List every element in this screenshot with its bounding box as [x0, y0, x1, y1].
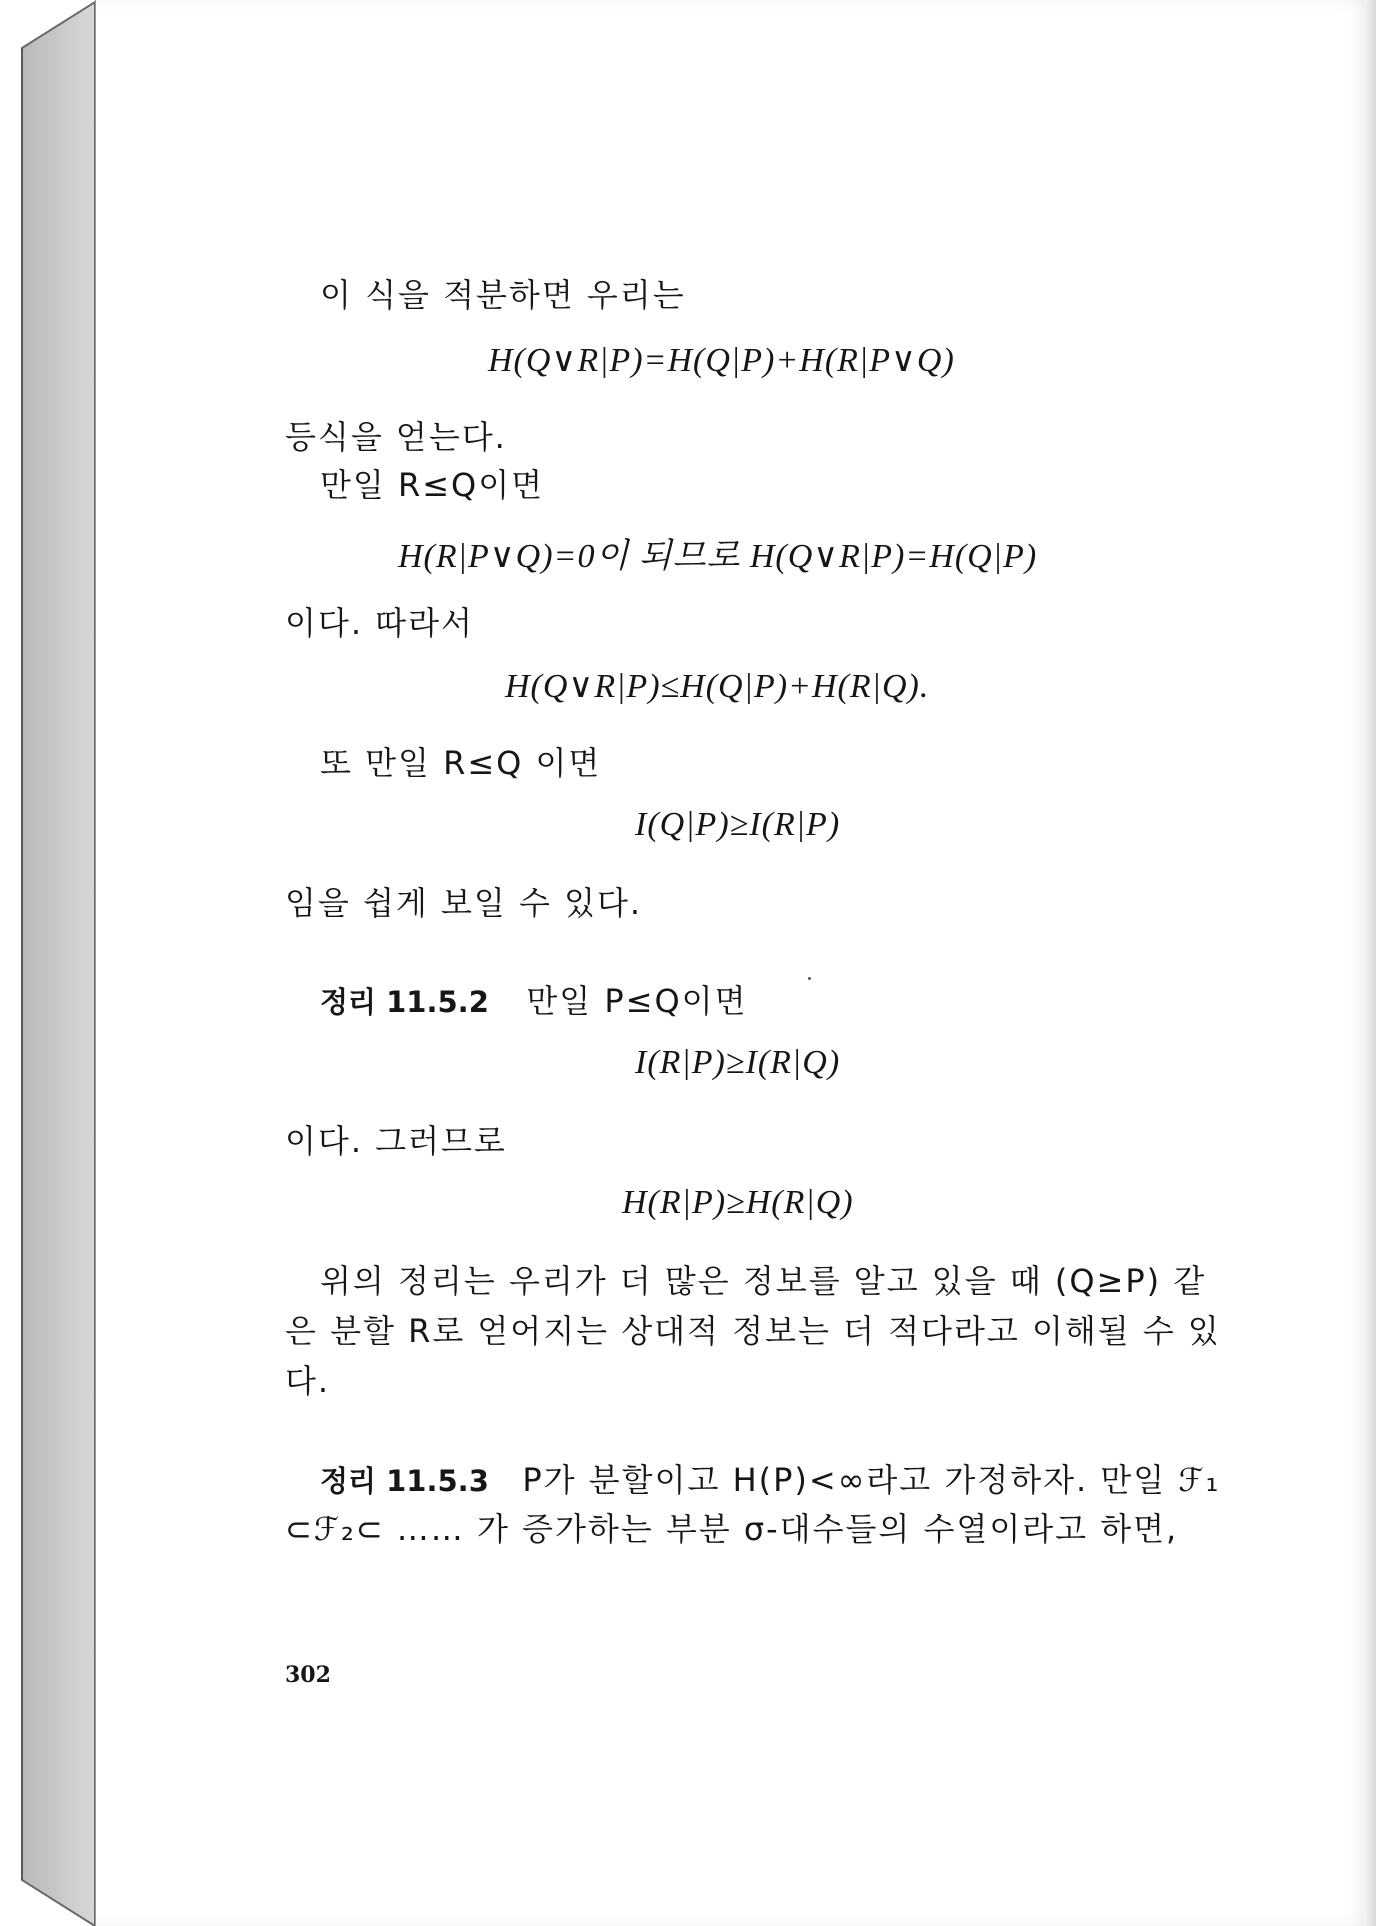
theorem-11-5-3 — [320, 1455, 1220, 1501]
text-line-2: 등식을 얻는다. — [285, 418, 507, 456]
equation-6: H(R|P)≥H(R|Q) — [622, 1184, 854, 1221]
theorem-11-5-2 — [320, 976, 748, 1022]
text-line-1: 이 식을 적분하면 우리는 — [320, 276, 686, 314]
equation-4: I(Q|P)≥I(R|P) — [635, 806, 841, 843]
paragraph-line-3: 다. — [285, 1362, 331, 1400]
paragraph-line-1: 위의 정리는 우리가 더 많은 정보를 알고 있을 때 (Q≥P) 같 — [320, 1262, 1207, 1300]
print-speck — [808, 977, 811, 980]
theorem-text: P가 분할이고 H(P)<∞라고 가정하자. 만일 ℱ₁ — [522, 1461, 1221, 1499]
text-line-3: 만일 R≤Q이면 — [320, 466, 545, 504]
theorem-text-line-2: ⊂ℱ₂⊂ …… 가 증가하는 부분 σ-대수들의 수열이라고 하면, — [285, 1510, 1179, 1548]
equation-5: I(R|P)≥I(R|Q) — [635, 1044, 841, 1081]
book-spine — [0, 0, 100, 1926]
text-line-5: 또 만일 R≤Q 이면 — [320, 744, 602, 782]
equation-2: H(R|P∨Q)=0이 되므로 H(Q∨R|P)=H(Q|P) — [398, 538, 1038, 575]
theorem-label: 정리 11.5.3 — [320, 1464, 489, 1498]
book-page — [95, 0, 1376, 1926]
text-line-4: 이다. 따라서 — [285, 604, 474, 642]
page-edge-shadow — [1364, 0, 1376, 1926]
theorem-label: 정리 11.5.2 — [320, 985, 489, 1019]
page-number: 302 — [285, 1662, 331, 1688]
paragraph-line-2: 은 분할 R로 얻어지는 상대적 정보는 더 적다라고 이해될 수 있 — [285, 1312, 1221, 1350]
text-line-6: 임을 쉽게 보일 수 있다. — [285, 884, 643, 922]
theorem-text: 만일 P≤Q이면 — [526, 982, 748, 1020]
equation-1: H(Q∨R|P)=H(Q|P)+H(R|P∨Q) — [488, 342, 955, 379]
equation-3: H(Q∨R|P)≤H(Q|P)+H(R|Q). — [505, 668, 930, 705]
text-line-7: 이다. 그러므로 — [285, 1122, 507, 1160]
